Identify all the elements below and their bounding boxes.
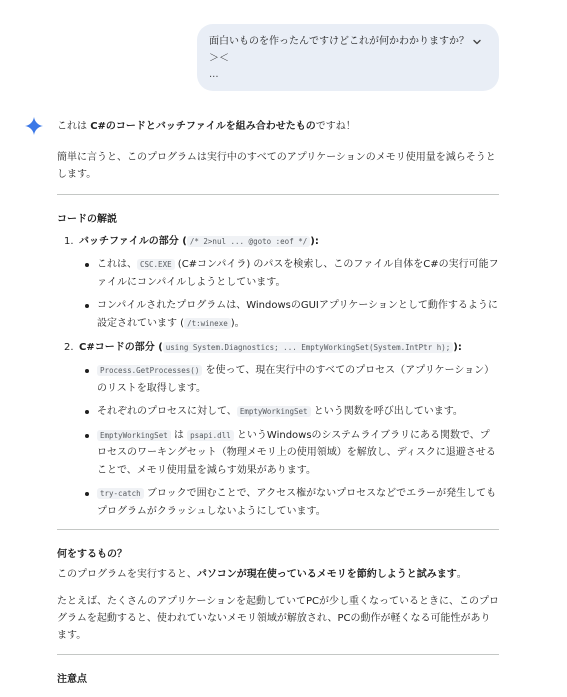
item-title-bold: C#コードの部分 (: [79, 342, 163, 353]
section-heading-purpose: 何をするもの？: [57, 549, 127, 560]
item-title: [79, 339, 499, 356]
section-heading-notes: 注意点: [57, 674, 87, 685]
item-title: [79, 233, 499, 250]
item-title-end: ):: [453, 342, 462, 353]
bullet-text: それぞれのプロセスに対して、: [97, 406, 237, 417]
example-paragraph: たとえば、たくさんのアプリケーションを起動していてPCが少し重くなっているときに、このプログラムを起動すると、使われていないメモリ領域が解放され、PCの動作が軽くなる可能性があります。: [57, 596, 500, 641]
inline-code: EmptyWorkingSet: [97, 430, 171, 441]
inline-code: CSC.EXE: [137, 259, 175, 270]
list-number: 1.: [64, 236, 74, 247]
intro-bold: C#のコードとバッチファイルを組み合わせたもの: [90, 121, 316, 132]
divider: [57, 529, 499, 530]
bullet-text: (C#コンパイラ) のパスを検索し、このファイル自体をC#の実行可能ファイルにコンパイルしようとしています。: [97, 259, 499, 288]
bullet-item: [79, 256, 499, 291]
inline-code: /t:winexe: [184, 318, 231, 329]
bullet-text: これは、: [97, 259, 137, 270]
inline-code: Process.GetProcesses(): [97, 365, 202, 376]
inline-code: try-catch: [97, 488, 144, 499]
item-title-bold: バッチファイルの部分 (: [79, 236, 187, 247]
list-item-csharp: [57, 339, 499, 520]
bullet-text: コンパイルされたプログラムは、WindowsのGUIアプリケーションとして動作するように設定されています (: [97, 300, 498, 329]
bullet-text: )。: [230, 317, 245, 329]
bullet-text: ブロックで囲むことで、アクセス権がないプロセスなどでエラーが発生してもプログラムがクラッシュしないようにしています。: [97, 488, 497, 517]
chevron-down-icon: [471, 36, 483, 48]
bullet-text: を使って、現在実行中のすべてのプロセス（アプリケーション）のリストを取得します。: [97, 365, 495, 394]
inline-code: psapi.dll: [187, 430, 234, 441]
purpose-paragraph: [57, 566, 499, 583]
response-intro: [57, 116, 499, 138]
inline-code: /* 2>nul ... @goto :eof */: [187, 236, 310, 247]
intro-text: これは: [57, 121, 91, 132]
user-message-text: 面白いものを作ったんですけどこれが何かわかりますか？＞＜: [209, 36, 469, 64]
inline-code: EmptyWorkingSet: [237, 406, 311, 417]
bullet-item: [79, 485, 499, 520]
intro-text-end: ですね！: [315, 121, 356, 132]
bullet-item: [79, 403, 499, 421]
bullet-item: [79, 297, 499, 332]
purpose-text-end: 。: [456, 569, 467, 580]
item-title-end: ):: [310, 236, 319, 247]
bullet-text: は: [170, 429, 188, 441]
user-message-bubble: [197, 24, 499, 91]
list-item-batch: [57, 233, 499, 332]
sparkle-icon: [25, 117, 43, 135]
purpose-text: このプログラムを実行すると、: [57, 569, 197, 580]
bullet-text: という関数を呼び出しています。: [310, 406, 463, 417]
bullet-item: [79, 427, 499, 480]
divider: [57, 194, 499, 195]
inline-code: using System.Diagnostics; ... EmptyWorkingSet(System.IntPtr h);: [163, 342, 453, 353]
bullet-text: というWindowsのシステムライブラリにある関数で、プロセスのワーキングセット（物理メモリ上の使用領域）を解放し、ディスクに退避させることで、メモリ使用量を減らす効果があります。: [97, 429, 496, 476]
user-message-ellipsis: ...: [209, 69, 219, 80]
list-number: 2.: [64, 342, 74, 353]
divider: [57, 654, 499, 655]
assistant-response: [57, 116, 499, 688]
purpose-bold: パソコンが現在使っているメモリを節約しようと試みます: [196, 569, 457, 580]
expand-message-button[interactable]: [471, 36, 483, 48]
section-heading-code: コードの解説: [57, 214, 117, 225]
response-summary: 簡単に言うと、このプログラムは実行中のすべてのアプリケーションのメモリ使用量を減らそうとします。: [57, 152, 496, 180]
bullet-item: [79, 362, 499, 397]
